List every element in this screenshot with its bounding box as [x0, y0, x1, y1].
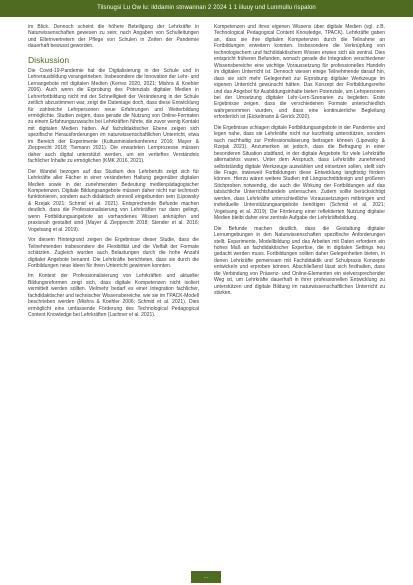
intro-paragraph: im Blick. Dennoch scheint die höhere Beteiligung der Lehrkräfte in Naturwissenschaften gewesen zu sein; nach Angaben von Schulleitungen und Elternvertretern der Pflege von Schulen in Zeiten der Pandemie dauerhaft bewusst geworden. — [28, 24, 199, 50]
body-paragraph: Kompetenzen und ihres eigenen Wissens über digitale Medien (vgl. z.B. Technological Pedagogical Content Knowledge, TPACK). Lehrkräfte gaben an, dass sie ihre digitalen Kompetenzen durch die Teilnahme an Fortbildungen erweitern konnten. Insbesondere die Verknüpfung von technologischem und fachdidaktischem Wissen erwies sich als zentral. Dies entspricht früheren Befunden, wonach gerade die Integration verschiedener Wissensbereiche eine wichtige Voraussetzung für professionelles Handeln im digitalen Unterricht ist. Dennoch wiesen einige Teilnehmende darauf hin, dass sie sich mehr Gelegenheit zur Erprobung digitaler Werkzeuge im eigenen Unterricht gewünscht hätten. Das Konzept der Fortbildungsreihe und das Angebot für Ausbildungsinhalte bieten Potenziale, um Lehrpersonen bei der Umsetzung digitaler Lehr-Lern-Szenarien zu begleiten. Erste Ergebnisse zeigen, dass die verschiedenen Formate unterschiedlich wahrgenommen wurden, und dass eine kontinuierliche Begleitung erforderlich ist (Eickelmann & Gerick 2020). — [214, 24, 385, 121]
body-paragraph: Vor diesem Hintergrund zeigen die Ergebnisse dieser Studie, dass die Teilnehmenden insbesondere die Flexibilität und die Vielfalt der Formate schätzten. Zugleich wurden auch Belastungen durch die hohe Anzahl digitaler Angebote benannt. Die Lehrkräfte berichteten, dass sie durch die Fortbildungen neue Ideen für ihren Unterricht gewinnen konnten. — [28, 237, 199, 269]
page-number: ... — [203, 574, 209, 580]
body-paragraph: Die Ergebnisse schlagen digitale Fortbildungsangebote in der Pandemie und legen nahe, dass sie Lehrkräfte nicht nur kurzfristig unterstützen, sondern auch nachhaltig zur Professionalisierung beitragen können (Lipowsky & Rzejak 2021). Anzumerken ist jedoch, dass die Befragung in einer besonderen Situation stattfand, in der digitale Angebote für viele Lehrkräfte alternativlos waren. Unter dem Anspruch, dass Lehrkräfte zunehmend selbstständig digitale Werkzeuge auswählen und einsetzen sollen, stellt sich die Frage, inwieweit Fortbildungen diese Entwicklung langfristig fördern können. Hierzu wären weitere Studien mit Längsschnittdesign und größeren Stichproben notwendig, die auch die Wirkung der Fortbildungen auf das tatsächliche Unterrichtshandeln untersuchen. Zudem sollte berücksichtigt werden, dass Lehrkräfte unterschiedliche Voraussetzungen mitbringen und individuelle Unterstützungsangebote benötigen (Schmid et al. 2021; Vogelsang et al. 2019). Die Förderung einer reflektierten Nutzung digitaler Medien bleibt daher eine zentrale Aufgabe der Lehrkräftebildung. — [214, 124, 385, 222]
page-number-box — [191, 571, 221, 583]
body-paragraph: Die Covid-19-Pandemie hat die Digitalisierung in der Schule und in Lehrerausbildung vorangetrieben. Insbesondere die Innovation der Lehr- und Lernangebote mit digitalen Medien (Kerres 2020, 2021; Mishra & Koehler 2006). Auch wenn die Erprobung des Potenzials digitaler Medien in Lehrerfortbildung nicht mit der Schnelligkeit der Veränderung in der Schule zeitlich abzustimmen war, zeigt die Datenlage doch, dass diese Entwicklung für zahlreiche Lehrpersonen neue Erfahrungen und Weiterbildung ermöglichte. Studien zeigen, dass gerade die Nutzung von Online-Formaten zu einem Erfahrungszuwachs bei Lehrkräften führte, die zuvor wenig Kontakt mit digitalen Medien hatten. Auf fachdidaktischer Ebene zeigen sich spezifische Herausforderungen im naturwissenschaftlichen Unterricht, etwa im Bereich der Experimente (Kultusministerkonferenz 2016; Mayer & Ziepprecht 2018; Tiemann 2021). Die erwarteten Lernprozesse müssen daher auch digital unterstützt werden, um ein vertieftes Verständnis fachlicher Inhalte zu ermöglichen (KMK 2016, 2021). — [28, 67, 199, 165]
section-heading-diskussion: Diskussion — [28, 54, 70, 65]
body-paragraph: Im Kontext der Professionalisierung von Lehrkräften und aktueller Bildungsreformen zeigt sich, dass digitale Kompetenzen nicht isoliert vermittelt werden sollten. Vielmehr bedarf es einer Integration fachlicher, fachdidaktischer und technischer Wissensbereiche, wie sie im TPACK-Modell beschrieben werden (Mishra & Koehler 2006; Schmid et al. 2021). Dies ermöglicht eine umfassende Förderung des Technological Pedagogical Content Knowledge bei Lehrkräften (Lachner et al. 2021). — [28, 273, 199, 319]
body-paragraph: Die Befunde machen deutlich, dass die Gestaltung digitaler Lernumgebungen in den Naturwissenschaften spezifische Anforderungen stellt. Experimente, Modellbildung und das Arbeiten mit Daten erfordern ein hohes Maß an fachdidaktischer Expertise, die in digitalen Settings neu gedacht werden muss. Fortbildungen sollten daher Gelegenheiten bieten, in denen Lehrkräfte gemeinsam mit Fachdidaktik und Schulpraxis Konzepte entwickeln und erproben können. Abschließend lässt sich festhalten, dass die Verbindung von Präsenz- und Online-Elementen ein vielversprechender Weg ist, um Lehrkräfte dauerhaft in ihrer professionellen Entwicklung zu unterstützen und digitale Bildung im naturwissenschaftlichen Unterricht zu stärken. — [214, 225, 385, 297]
right-column — [214, 24, 385, 569]
running-title: Tilsnugsi Lu Ow lu: ilddamin stnwannan 2 2024 1 1 iiluuy und Lunmullu rispalon — [97, 5, 316, 11]
running-header — [0, 0, 413, 17]
body-paragraph: Der Wandel bezogen auf das Studium des Lehrberufs zeigt sich für Lehrkräfte aller Fächer in einer veränderten Haltung gegenüber digitalen Medien sowie in der zunehmenden Bedeutung medienpädagogischer Kompetenzen. Digitale Bildungsangebote müssen daher nicht nur technisch funktionieren, sondern auch didaktisch sinnvoll eingebunden sein (Lipowsky & Rzejak 2021; Schmid et al. 2021). Entsprechende Befunde machen deutlich, dass die Professionalisierung von Lehrkräften nur dann gelingt, wenn Fortbildungsangebote an vorhandenes Wissen anknüpfen und praxisnah gestaltet sind (Mayer & Ziepprecht 2018; Stender et al. 2016; Vogelsang et al. 2019). — [28, 168, 199, 233]
left-column — [28, 24, 199, 569]
